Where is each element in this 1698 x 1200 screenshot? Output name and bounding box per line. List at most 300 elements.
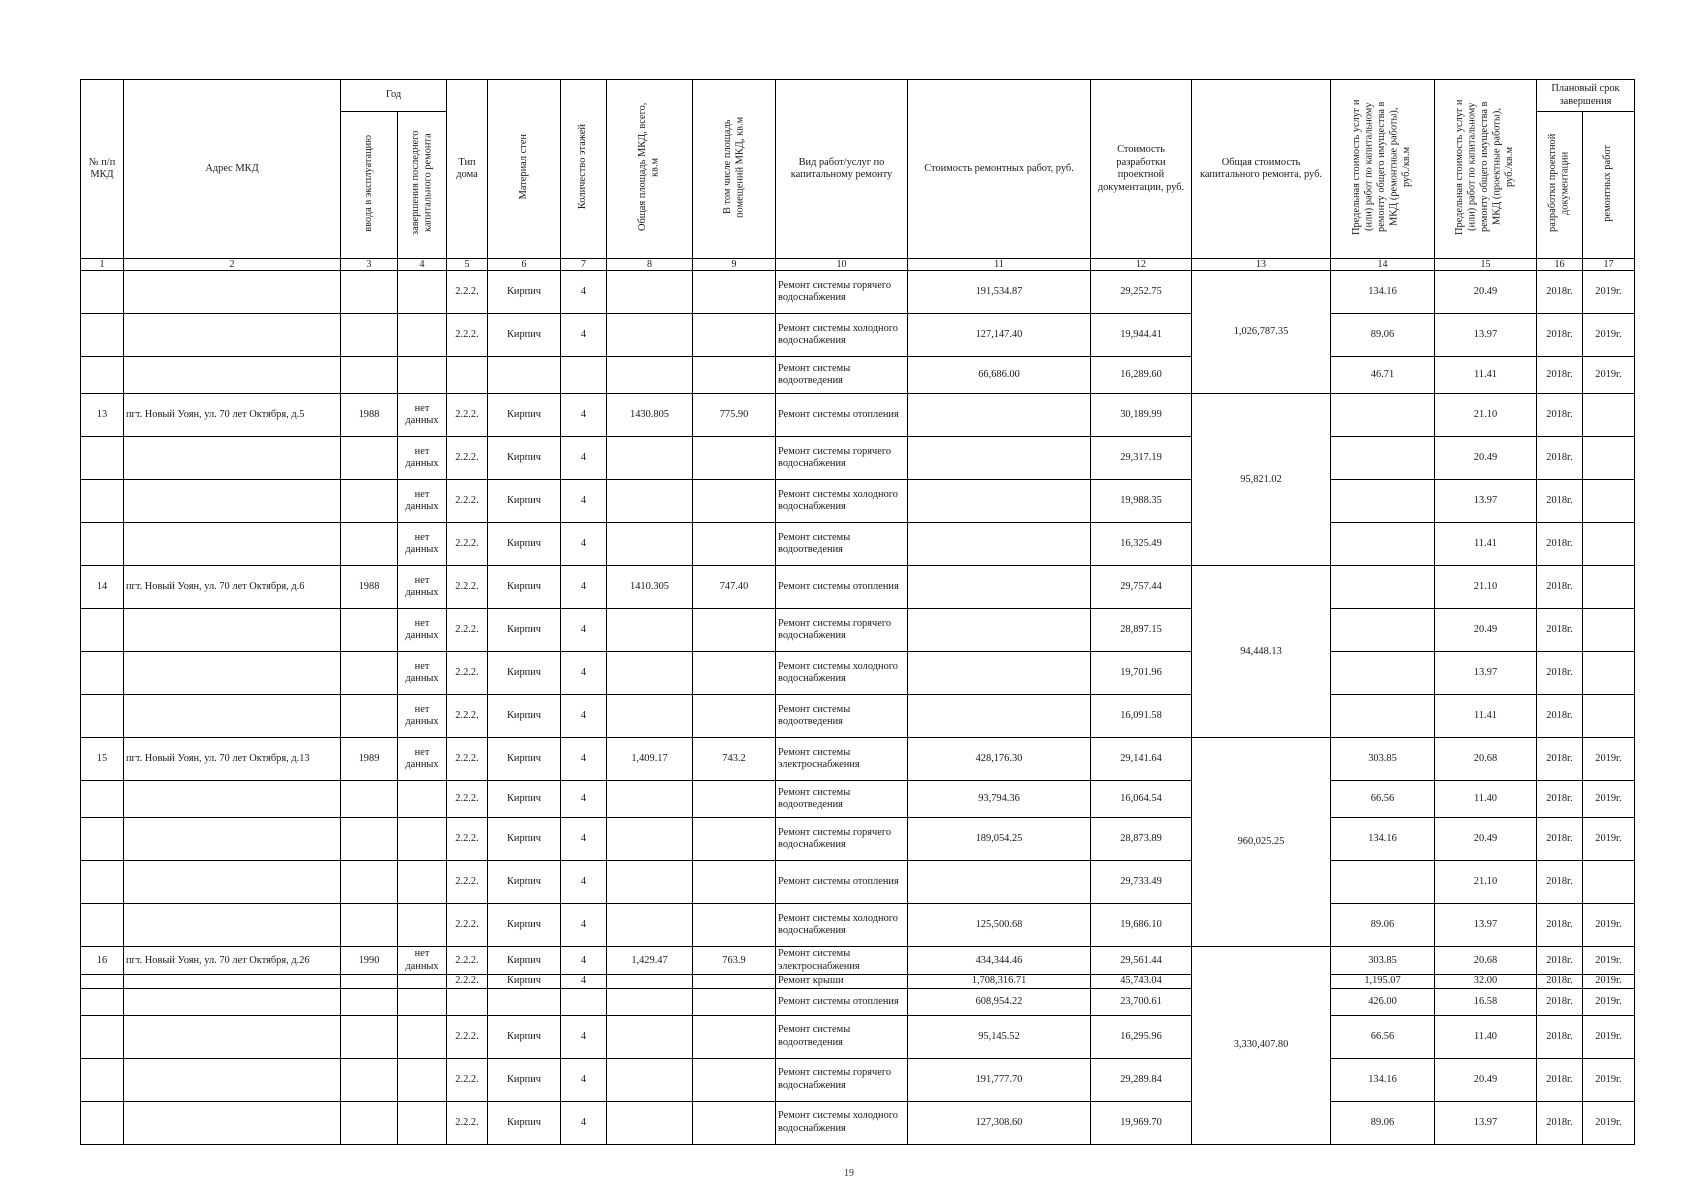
row-num xyxy=(81,1015,124,1058)
row-year-built xyxy=(341,904,398,947)
row-date-design: 2018г. xyxy=(1537,271,1583,314)
row-limit-design: 20.49 xyxy=(1435,437,1537,480)
table-row xyxy=(81,1015,1635,1058)
row-year-built xyxy=(341,818,398,861)
row-date-repair: 2019г. xyxy=(1583,1015,1635,1058)
row-date-design: 2018г. xyxy=(1537,1015,1583,1058)
row-num xyxy=(81,818,124,861)
row-design-cost: 19,988.35 xyxy=(1091,480,1192,523)
row-area-rooms: 743.2 xyxy=(693,738,776,781)
row-floors: 4 xyxy=(561,271,607,314)
row-floors: 4 xyxy=(561,947,607,975)
row-date-repair xyxy=(1583,566,1635,609)
row-num xyxy=(81,1058,124,1101)
row-total-cost: 1,026,787.35 xyxy=(1192,271,1331,394)
row-address xyxy=(124,652,341,695)
row-address xyxy=(124,314,341,357)
row-house-type xyxy=(447,988,488,1015)
row-area xyxy=(607,1058,693,1101)
header-area-total: Общая площадь МКД, всего, кв.м xyxy=(607,80,693,259)
row-work-type: Ремонт системы водоотведения xyxy=(776,695,908,738)
row-wall: Кирпич xyxy=(488,861,561,904)
row-work-type: Ремонт системы отопления xyxy=(776,394,908,437)
col-number: 8 xyxy=(607,259,693,271)
row-area xyxy=(607,1101,693,1144)
row-limit-design: 21.10 xyxy=(1435,566,1537,609)
row-date-design: 2018г. xyxy=(1537,947,1583,975)
row-design-cost: 19,701.96 xyxy=(1091,652,1192,695)
row-limit-repair: 303.85 xyxy=(1331,947,1435,975)
row-wall: Кирпич xyxy=(488,437,561,480)
row-house-type: 2.2.2. xyxy=(447,609,488,652)
row-design-cost: 45,743.04 xyxy=(1091,975,1192,988)
row-design-cost: 29,757.44 xyxy=(1091,566,1192,609)
row-num: 13 xyxy=(81,394,124,437)
row-year-repair: нет данных xyxy=(398,566,447,609)
table-row xyxy=(81,947,1635,975)
capital-repair-table xyxy=(80,79,1635,1145)
row-design-cost: 29,252.75 xyxy=(1091,271,1192,314)
header-address: Адрес МКД xyxy=(124,80,341,259)
header-num: № п/п МКД xyxy=(81,80,124,259)
row-design-cost: 30,189.99 xyxy=(1091,394,1192,437)
row-wall: Кирпич xyxy=(488,480,561,523)
table-row xyxy=(81,652,1635,695)
col-number: 7 xyxy=(561,259,607,271)
row-house-type: 2.2.2. xyxy=(447,394,488,437)
row-work-type: Ремонт системы холодного водоснабжения xyxy=(776,314,908,357)
row-address xyxy=(124,861,341,904)
row-year-built xyxy=(341,1058,398,1101)
row-limit-design: 20.68 xyxy=(1435,738,1537,781)
row-area xyxy=(607,523,693,566)
row-house-type: 2.2.2. xyxy=(447,271,488,314)
row-limit-repair: 426.00 xyxy=(1331,988,1435,1015)
row-limit-repair: 89.06 xyxy=(1331,1101,1435,1144)
row-area-rooms xyxy=(693,1015,776,1058)
row-year-repair xyxy=(398,904,447,947)
row-house-type: 2.2.2. xyxy=(447,1101,488,1144)
row-date-repair: 2019г. xyxy=(1583,818,1635,861)
table-row xyxy=(81,818,1635,861)
row-floors xyxy=(561,357,607,394)
row-year-built xyxy=(341,437,398,480)
row-area-rooms xyxy=(693,609,776,652)
row-date-repair: 2019г. xyxy=(1583,781,1635,818)
row-design-cost: 19,969.70 xyxy=(1091,1101,1192,1144)
row-work-type: Ремонт системы горячего водоснабжения xyxy=(776,818,908,861)
row-area xyxy=(607,988,693,1015)
row-wall: Кирпич xyxy=(488,1015,561,1058)
row-date-design: 2018г. xyxy=(1537,695,1583,738)
row-year-built xyxy=(341,523,398,566)
header-limit-design: Предельная стоимость услуг и (или) работ по капитальному ремонту общего имущества в МКД (проектные работы), руб./кв.м xyxy=(1435,80,1537,259)
col-number: 11 xyxy=(908,259,1091,271)
row-year-repair xyxy=(398,1058,447,1101)
row-area-rooms xyxy=(693,1101,776,1144)
row-num xyxy=(81,437,124,480)
row-limit-design: 11.41 xyxy=(1435,357,1537,394)
table-row xyxy=(81,904,1635,947)
row-wall: Кирпич xyxy=(488,566,561,609)
row-limit-repair xyxy=(1331,566,1435,609)
row-repair-cost: 95,145.52 xyxy=(908,1015,1091,1058)
row-year-built xyxy=(341,861,398,904)
row-date-design: 2018г. xyxy=(1537,437,1583,480)
row-address xyxy=(124,1015,341,1058)
row-house-type: 2.2.2. xyxy=(447,947,488,975)
row-wall: Кирпич xyxy=(488,1101,561,1144)
row-area: 1410.305 xyxy=(607,566,693,609)
row-work-type: Ремонт системы горячего водоснабжения xyxy=(776,609,908,652)
row-date-design: 2018г. xyxy=(1537,480,1583,523)
table-row xyxy=(81,738,1635,781)
row-house-type: 2.2.2. xyxy=(447,861,488,904)
row-year-built: 1988 xyxy=(341,566,398,609)
row-design-cost: 29,289.84 xyxy=(1091,1058,1192,1101)
row-repair-cost: 66,686.00 xyxy=(908,357,1091,394)
row-limit-repair: 134.16 xyxy=(1331,271,1435,314)
row-limit-design: 21.10 xyxy=(1435,861,1537,904)
row-limit-repair xyxy=(1331,523,1435,566)
row-limit-design: 13.97 xyxy=(1435,904,1537,947)
row-area-rooms xyxy=(693,523,776,566)
row-limit-repair: 303.85 xyxy=(1331,738,1435,781)
row-year-built: 1988 xyxy=(341,394,398,437)
table-row xyxy=(81,271,1635,314)
row-date-design: 2018г. xyxy=(1537,904,1583,947)
row-work-type: Ремонт системы горячего водоснабжения xyxy=(776,271,908,314)
row-work-type: Ремонт системы горячего водоснабжения xyxy=(776,437,908,480)
row-repair-cost xyxy=(908,480,1091,523)
row-limit-design: 32.00 xyxy=(1435,975,1537,988)
row-house-type: 2.2.2. xyxy=(447,480,488,523)
row-work-type: Ремонт системы отопления xyxy=(776,861,908,904)
row-limit-repair xyxy=(1331,652,1435,695)
table-header xyxy=(81,80,1635,271)
row-work-type: Ремонт системы водоотведения xyxy=(776,357,908,394)
row-house-type: 2.2.2. xyxy=(447,738,488,781)
row-area-rooms xyxy=(693,861,776,904)
table-row xyxy=(81,695,1635,738)
row-address xyxy=(124,1101,341,1144)
row-design-cost: 29,141.64 xyxy=(1091,738,1192,781)
table-row xyxy=(81,781,1635,818)
row-address xyxy=(124,904,341,947)
row-repair-cost: 127,147.40 xyxy=(908,314,1091,357)
row-floors xyxy=(561,988,607,1015)
row-date-design: 2018г. xyxy=(1537,818,1583,861)
row-num xyxy=(81,357,124,394)
row-wall: Кирпич xyxy=(488,271,561,314)
row-area-rooms xyxy=(693,652,776,695)
row-house-type: 2.2.2. xyxy=(447,523,488,566)
row-area-rooms xyxy=(693,818,776,861)
header-work-type: Вид работ/услуг по капитальному ремонту xyxy=(776,80,908,259)
header-year: Год xyxy=(341,80,447,112)
row-total-cost: 3,330,407.80 xyxy=(1192,947,1331,1144)
col-number: 6 xyxy=(488,259,561,271)
row-num xyxy=(81,314,124,357)
col-number: 10 xyxy=(776,259,908,271)
row-work-type: Ремонт системы водоотведения xyxy=(776,1015,908,1058)
row-date-design: 2018г. xyxy=(1537,357,1583,394)
row-wall: Кирпич xyxy=(488,394,561,437)
row-date-repair: 2019г. xyxy=(1583,1101,1635,1144)
row-repair-cost: 1,708,316.71 xyxy=(908,975,1091,988)
row-area-rooms xyxy=(693,271,776,314)
row-year-repair xyxy=(398,818,447,861)
header-year-built: ввода в эксплуатацию xyxy=(341,112,398,259)
table-row xyxy=(81,975,1635,988)
row-area xyxy=(607,652,693,695)
row-year-built xyxy=(341,1015,398,1058)
row-wall: Кирпич xyxy=(488,738,561,781)
row-work-type: Ремонт системы отопления xyxy=(776,566,908,609)
row-design-cost: 16,325.49 xyxy=(1091,523,1192,566)
row-limit-design: 20.68 xyxy=(1435,947,1537,975)
row-num xyxy=(81,695,124,738)
row-work-type: Ремонт системы холодного водоснабжения xyxy=(776,480,908,523)
row-repair-cost: 191,777.70 xyxy=(908,1058,1091,1101)
row-limit-design: 11.41 xyxy=(1435,695,1537,738)
row-address xyxy=(124,818,341,861)
row-area xyxy=(607,904,693,947)
row-floors: 4 xyxy=(561,975,607,988)
row-address xyxy=(124,1058,341,1101)
row-date-repair: 2019г. xyxy=(1583,988,1635,1015)
row-date-design: 2018г. xyxy=(1537,781,1583,818)
row-year-built xyxy=(341,480,398,523)
row-num xyxy=(81,1101,124,1144)
row-address: пгт. Новый Уоян, ул. 70 лет Октября, д.13 xyxy=(124,738,341,781)
row-house-type: 2.2.2. xyxy=(447,566,488,609)
row-date-design: 2018г. xyxy=(1537,975,1583,988)
header-limit-repair: Предельная стоимость услуг и (или) работ по капитальному ремонту общего имущества в МКД (ремонтные работы), руб./кв.м xyxy=(1331,80,1435,259)
row-limit-design: 21.10 xyxy=(1435,394,1537,437)
row-work-type: Ремонт системы холодного водоснабжения xyxy=(776,904,908,947)
row-date-repair xyxy=(1583,609,1635,652)
row-year-built xyxy=(341,652,398,695)
row-year-repair xyxy=(398,861,447,904)
row-num xyxy=(81,861,124,904)
row-date-repair xyxy=(1583,480,1635,523)
row-year-repair: нет данных xyxy=(398,394,447,437)
row-area xyxy=(607,861,693,904)
row-year-repair xyxy=(398,781,447,818)
row-house-type xyxy=(447,357,488,394)
row-limit-repair: 66.56 xyxy=(1331,781,1435,818)
row-design-cost: 16,295.96 xyxy=(1091,1015,1192,1058)
row-area xyxy=(607,271,693,314)
row-repair-cost: 189,054.25 xyxy=(908,818,1091,861)
header-house-type: Тип дома xyxy=(447,80,488,259)
row-year-built xyxy=(341,695,398,738)
row-num xyxy=(81,988,124,1015)
row-limit-repair xyxy=(1331,480,1435,523)
row-year-repair xyxy=(398,988,447,1015)
row-wall xyxy=(488,988,561,1015)
row-date-design: 2018г. xyxy=(1537,314,1583,357)
row-address: пгт. Новый Уоян, ул. 70 лет Октября, д.5 xyxy=(124,394,341,437)
row-repair-cost xyxy=(908,652,1091,695)
table-row xyxy=(81,314,1635,357)
row-design-cost: 28,897.15 xyxy=(1091,609,1192,652)
row-year-repair: нет данных xyxy=(398,523,447,566)
row-num xyxy=(81,480,124,523)
row-address xyxy=(124,271,341,314)
row-address xyxy=(124,437,341,480)
row-area-rooms xyxy=(693,695,776,738)
row-date-repair: 2019г. xyxy=(1583,947,1635,975)
row-date-repair xyxy=(1583,652,1635,695)
row-design-cost: 29,561.44 xyxy=(1091,947,1192,975)
table-row xyxy=(81,1058,1635,1101)
row-repair-cost xyxy=(908,437,1091,480)
row-address xyxy=(124,523,341,566)
row-area xyxy=(607,357,693,394)
row-work-type: Ремонт системы электроснабжения xyxy=(776,947,908,975)
table-row xyxy=(81,357,1635,394)
row-area-rooms xyxy=(693,480,776,523)
row-floors: 4 xyxy=(561,818,607,861)
row-work-type: Ремонт системы горячего водоснабжения xyxy=(776,1058,908,1101)
row-address: пгт. Новый Уоян, ул. 70 лет Октября, д.6 xyxy=(124,566,341,609)
row-area: 1,429.47 xyxy=(607,947,693,975)
row-house-type: 2.2.2. xyxy=(447,1058,488,1101)
row-limit-design: 11.41 xyxy=(1435,523,1537,566)
col-number: 9 xyxy=(693,259,776,271)
row-address xyxy=(124,975,341,988)
row-house-type: 2.2.2. xyxy=(447,437,488,480)
row-date-repair: 2019г. xyxy=(1583,271,1635,314)
row-address xyxy=(124,480,341,523)
row-work-type: Ремонт крыши xyxy=(776,975,908,988)
row-date-repair: 2019г. xyxy=(1583,904,1635,947)
row-wall: Кирпич xyxy=(488,781,561,818)
row-design-cost: 16,091.58 xyxy=(1091,695,1192,738)
row-area-rooms: 775.90 xyxy=(693,394,776,437)
row-year-repair xyxy=(398,1101,447,1144)
row-repair-cost: 127,308.60 xyxy=(908,1101,1091,1144)
header-floors: Количество этажей xyxy=(561,80,607,259)
row-date-design: 2018г. xyxy=(1537,861,1583,904)
row-floors: 4 xyxy=(561,1015,607,1058)
row-wall: Кирпич xyxy=(488,1058,561,1101)
row-design-cost: 19,686.10 xyxy=(1091,904,1192,947)
row-wall: Кирпич xyxy=(488,314,561,357)
row-date-repair: 2019г. xyxy=(1583,1058,1635,1101)
row-work-type: Ремонт системы водоотведения xyxy=(776,523,908,566)
row-repair-cost xyxy=(908,861,1091,904)
row-year-repair xyxy=(398,271,447,314)
table-body xyxy=(81,271,1635,1144)
col-number: 16 xyxy=(1537,259,1583,271)
row-house-type: 2.2.2. xyxy=(447,652,488,695)
row-year-built xyxy=(341,609,398,652)
row-area xyxy=(607,314,693,357)
row-date-design: 2018г. xyxy=(1537,1101,1583,1144)
row-date-repair: 2019г. xyxy=(1583,314,1635,357)
row-area-rooms xyxy=(693,988,776,1015)
row-date-repair xyxy=(1583,695,1635,738)
row-year-built xyxy=(341,1101,398,1144)
row-year-built xyxy=(341,357,398,394)
row-total-cost: 94,448.13 xyxy=(1192,566,1331,738)
row-num xyxy=(81,904,124,947)
row-repair-cost xyxy=(908,695,1091,738)
row-limit-design: 11.40 xyxy=(1435,1015,1537,1058)
row-repair-cost: 93,794.36 xyxy=(908,781,1091,818)
row-date-design: 2018г. xyxy=(1537,566,1583,609)
row-address xyxy=(124,695,341,738)
row-address: пгт. Новый Уоян, ул. 70 лет Октября, д.26 xyxy=(124,947,341,975)
row-year-repair: нет данных xyxy=(398,609,447,652)
row-repair-cost xyxy=(908,609,1091,652)
header-plan-design: разработки проектной документации xyxy=(1537,112,1583,259)
row-date-design: 2018г. xyxy=(1537,609,1583,652)
row-floors: 4 xyxy=(561,904,607,947)
row-year-repair: нет данных xyxy=(398,652,447,695)
col-number: 3 xyxy=(341,259,398,271)
row-num xyxy=(81,271,124,314)
col-number: 12 xyxy=(1091,259,1192,271)
row-limit-design: 20.49 xyxy=(1435,271,1537,314)
header-area-rooms: В том числе площадь помещений МКД, кв.м xyxy=(693,80,776,259)
header-total-cost: Общая стоимость капитального ремонта, руб. xyxy=(1192,80,1331,259)
table-row xyxy=(81,1101,1635,1144)
row-limit-design: 20.49 xyxy=(1435,818,1537,861)
row-date-repair xyxy=(1583,861,1635,904)
row-year-repair xyxy=(398,975,447,988)
row-limit-design: 13.97 xyxy=(1435,314,1537,357)
row-limit-repair: 46.71 xyxy=(1331,357,1435,394)
table-row xyxy=(81,480,1635,523)
row-limit-repair xyxy=(1331,861,1435,904)
row-floors: 4 xyxy=(561,1058,607,1101)
row-wall: Кирпич xyxy=(488,818,561,861)
row-limit-repair xyxy=(1331,609,1435,652)
row-year-built xyxy=(341,988,398,1015)
row-house-type: 2.2.2. xyxy=(447,1015,488,1058)
row-limit-repair: 66.56 xyxy=(1331,1015,1435,1058)
row-design-cost: 23,700.61 xyxy=(1091,988,1192,1015)
header-year-repair: завершения последнего капитального ремонта xyxy=(398,112,447,259)
row-house-type: 2.2.2. xyxy=(447,975,488,988)
row-floors: 4 xyxy=(561,652,607,695)
row-area-rooms: 763.9 xyxy=(693,947,776,975)
row-area: 1,409.17 xyxy=(607,738,693,781)
row-limit-repair: 1,195.07 xyxy=(1331,975,1435,988)
table-row xyxy=(81,523,1635,566)
row-floors: 4 xyxy=(561,861,607,904)
row-area-rooms xyxy=(693,975,776,988)
row-wall: Кирпич xyxy=(488,523,561,566)
row-year-repair: нет данных xyxy=(398,437,447,480)
row-year-built xyxy=(341,781,398,818)
row-date-repair xyxy=(1583,437,1635,480)
row-repair-cost: 125,500.68 xyxy=(908,904,1091,947)
row-wall: Кирпич xyxy=(488,947,561,975)
row-num xyxy=(81,652,124,695)
row-area xyxy=(607,1015,693,1058)
table-row xyxy=(81,566,1635,609)
row-limit-design: 16.58 xyxy=(1435,988,1537,1015)
col-number: 4 xyxy=(398,259,447,271)
row-repair-cost: 434,344.46 xyxy=(908,947,1091,975)
row-year-repair xyxy=(398,1015,447,1058)
row-floors: 4 xyxy=(561,523,607,566)
